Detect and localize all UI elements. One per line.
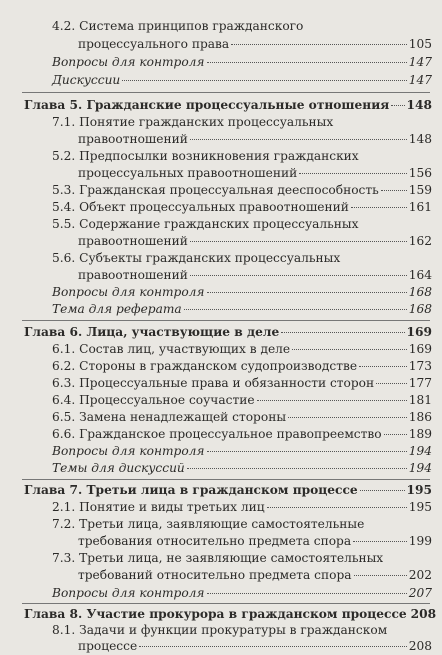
toc-num: 5.3.	[52, 183, 76, 197]
leader-dots	[299, 173, 407, 174]
toc-title: Содержание гражданских процессуальных	[79, 217, 359, 231]
toc-num: 5.6.	[52, 251, 76, 265]
toc-title: Субъекты гражданских процессуальных	[79, 251, 341, 265]
toc-num: 6.3.	[52, 376, 76, 390]
toc-entry-continuation	[78, 533, 432, 549]
toc-title: требований относительно предмета спора	[78, 568, 352, 582]
toc-page-number: 189	[408, 427, 432, 441]
toc-title: Третьи лица, не заявляющие самостоятельных	[79, 551, 384, 565]
toc-page-number: 199	[408, 534, 432, 548]
toc-entry	[52, 550, 432, 566]
leader-dots	[187, 468, 407, 469]
leader-dots	[184, 309, 407, 310]
toc-num: 2.1.	[52, 500, 76, 514]
toc-page-number: 208	[410, 607, 437, 621]
toc-title: Глава 7. Третьи лица в гражданском процессе	[24, 483, 358, 497]
toc-entry	[52, 148, 432, 164]
leader-dots	[353, 541, 407, 542]
toc-title: Задачи и функции прокуратуры в гражданском	[79, 623, 388, 637]
toc-title: правоотношений	[78, 132, 188, 146]
toc-entry-continuation	[78, 36, 432, 52]
toc-num: 6.1.	[52, 342, 76, 356]
leader-dots	[257, 400, 407, 401]
toc-page-number: 105	[408, 37, 432, 51]
leader-dots	[190, 275, 407, 276]
toc-entry-continuation	[78, 233, 432, 249]
toc-entry	[52, 443, 432, 459]
toc-title: Состав лиц, участвующих в деле	[79, 342, 291, 356]
toc-page-number: 202	[408, 568, 432, 582]
toc-entry	[52, 250, 432, 266]
toc-title: Процессуальное соучастие	[79, 393, 255, 407]
leader-dots	[207, 593, 407, 594]
toc-title: Темы для дискуссий	[52, 461, 185, 475]
toc-page-number: 207	[408, 586, 432, 600]
toc-num: 5.5.	[52, 217, 76, 231]
leader-dots	[267, 507, 407, 508]
toc-title: процессуальных правоотношений	[78, 166, 298, 180]
leader-dots	[207, 292, 407, 293]
leader-dots	[207, 62, 407, 63]
toc-page-number: 194	[408, 461, 432, 475]
chapter-divider	[22, 479, 430, 480]
toc-title: Вопросы для контроля	[52, 285, 205, 299]
toc-num: 6.2.	[52, 359, 76, 373]
toc-entry	[52, 54, 432, 70]
toc-num: 6.5.	[52, 410, 76, 424]
toc-entry	[52, 460, 432, 476]
toc-title: Глава 8. Участие прокурора в гражданском процессе	[24, 607, 407, 621]
toc-entry	[52, 585, 432, 601]
toc-entry-continuation	[78, 567, 432, 583]
toc-chapter	[24, 324, 432, 340]
toc-page-number: 173	[408, 359, 432, 373]
toc-title: процессуального права	[78, 37, 230, 51]
leader-dots	[359, 366, 407, 367]
toc-page-number: 186	[408, 410, 432, 424]
toc-entry	[52, 18, 432, 34]
toc-page-number: 161	[408, 200, 432, 214]
toc-num: 6.6.	[52, 427, 76, 441]
toc-entry	[52, 358, 432, 374]
leader-dots	[376, 383, 407, 384]
leader-dots	[384, 434, 407, 435]
toc-num: 7.2.	[52, 517, 76, 531]
toc-chapter	[24, 482, 432, 498]
toc-num: 4.2.	[52, 19, 76, 33]
toc-entry-continuation	[78, 638, 432, 654]
toc-page-number: 159	[408, 183, 432, 197]
toc-title: Стороны в гражданском судопроизводстве	[79, 359, 358, 373]
toc-entry	[52, 622, 432, 638]
leader-dots	[190, 139, 407, 140]
toc-title: Понятие и виды третьих лиц	[79, 500, 265, 514]
toc-entry	[52, 409, 432, 425]
toc-entry	[52, 114, 432, 130]
chapter-divider	[22, 92, 430, 93]
toc-num: 6.4.	[52, 393, 76, 407]
toc-page-number: 164	[408, 268, 432, 282]
toc-title: Вопросы для контроля	[52, 444, 205, 458]
toc-page-number: 181	[408, 393, 432, 407]
chapter-divider	[22, 320, 430, 321]
toc-page-number: 148	[406, 98, 432, 112]
toc-entry-continuation	[78, 267, 432, 283]
toc-chapter	[24, 606, 437, 622]
toc-title: правоотношений	[78, 234, 188, 248]
toc-entry	[52, 375, 432, 391]
toc-entry	[52, 199, 432, 215]
toc-title: Понятие гражданских процессуальных	[79, 115, 334, 129]
toc-title: Замена ненадлежащей стороны	[79, 410, 287, 424]
toc-title: процессе	[78, 639, 138, 653]
leader-dots	[381, 190, 407, 191]
toc-title: Дискуссии	[52, 73, 121, 87]
toc-entry	[52, 516, 432, 532]
toc-entry	[52, 392, 432, 408]
chapter-divider	[22, 603, 430, 604]
toc-num: 7.1.	[52, 115, 76, 129]
leader-dots	[391, 105, 404, 106]
toc-page-number: 168	[408, 285, 432, 299]
leader-dots	[207, 451, 407, 452]
toc-title: Глава 6. Лица, участвующие в деле	[24, 325, 280, 339]
toc-entry-continuation	[78, 165, 432, 181]
toc-entry	[52, 284, 432, 300]
toc-entry	[52, 182, 432, 198]
leader-dots	[139, 646, 407, 647]
toc-num: 5.2.	[52, 149, 76, 163]
leader-dots	[281, 332, 404, 333]
toc-page-number: 177	[408, 376, 432, 390]
toc-page-number: 195	[408, 500, 432, 514]
toc-title: требования относительно предмета спора	[78, 534, 352, 548]
toc-title: Система принципов гражданского	[79, 19, 304, 33]
toc-title: правоотношений	[78, 268, 188, 282]
leader-dots	[231, 44, 407, 45]
toc-page-number: 156	[408, 166, 432, 180]
toc-page-number: 194	[408, 444, 432, 458]
toc-title: Гражданское процессуальное правопреемство	[79, 427, 382, 441]
toc-entry-continuation	[78, 131, 432, 147]
toc-page-number: 195	[406, 483, 432, 497]
leader-dots	[288, 417, 407, 418]
leader-dots	[354, 575, 407, 576]
toc-num: 5.4.	[52, 200, 76, 214]
toc-page-number: 148	[408, 132, 432, 146]
toc-title: Тема для реферата	[52, 302, 182, 316]
toc-chapter	[24, 97, 432, 113]
toc-entry	[52, 301, 432, 317]
toc-page-number: 147	[408, 55, 432, 69]
toc-entry	[52, 499, 432, 515]
toc-title: Процессуальные права и обязанности сторон	[79, 376, 375, 390]
toc-title: Предпосылки возникновения гражданских	[79, 149, 359, 163]
toc-entry	[52, 72, 432, 88]
toc-title: Глава 5. Гражданские процессуальные отношения	[24, 98, 390, 112]
toc-entry	[52, 426, 432, 442]
leader-dots	[360, 490, 405, 491]
toc-page-number: 169	[408, 342, 432, 356]
toc-entry	[52, 216, 432, 232]
toc-title: Вопросы для контроля	[52, 55, 205, 69]
leader-dots	[190, 241, 407, 242]
toc-title: Третьи лица, заявляющие самостоятельные	[79, 517, 365, 531]
toc-title: Вопросы для контроля	[52, 586, 205, 600]
toc-title: Гражданская процессуальная дееспособность	[79, 183, 379, 197]
toc-page-number: 162	[408, 234, 432, 248]
leader-dots	[292, 349, 407, 350]
leader-dots	[122, 80, 406, 81]
toc-num: 7.3.	[52, 551, 76, 565]
leader-dots	[351, 207, 407, 208]
toc-entry	[52, 341, 432, 357]
toc-page-number: 169	[406, 325, 432, 339]
toc-num: 8.1.	[52, 623, 76, 637]
toc-page-number: 168	[408, 302, 432, 316]
toc-page-number: 147	[408, 73, 432, 87]
toc-title: Объект процессуальных правоотношений	[79, 200, 349, 214]
toc-page-number: 208	[408, 639, 432, 653]
